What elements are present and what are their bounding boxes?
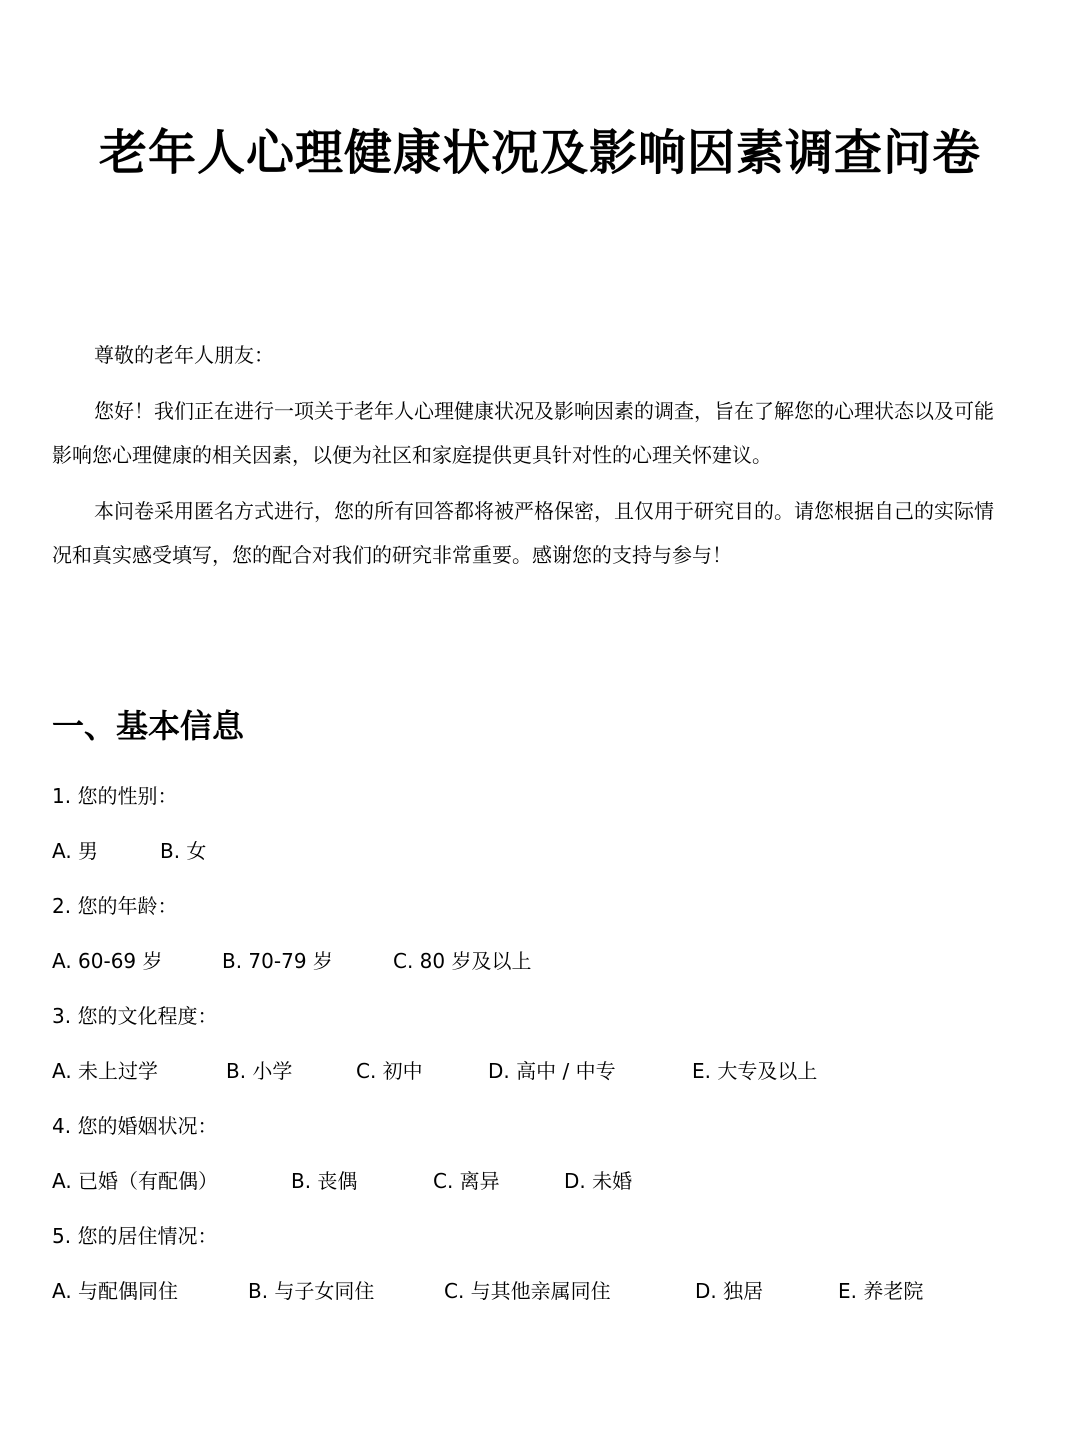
intro-paragraph-1: 您好！我们正在进行一项关于老年人心理健康状况及影响因素的调查，旨在了解您的心理状态以及可能影响您心理健康的相关因素，以便为社区和家庭提供更具针对性的心理关怀建议。	[52, 399, 994, 467]
option-education-e[interactable]: E. 大专及以上	[692, 1059, 818, 1083]
option-living-b[interactable]: B. 与子女同住	[248, 1279, 375, 1303]
option-living-e[interactable]: E. 养老院	[838, 1279, 924, 1303]
section-heading-basic-info: 一、基本信息	[52, 707, 245, 745]
question-marital-status: 4. 您的婚姻状况：	[52, 1114, 218, 1138]
options-age	[52, 940, 1032, 995]
option-education-b[interactable]: B. 小学	[226, 1059, 293, 1083]
intro-greeting: 尊敬的老年人朋友：	[94, 343, 274, 367]
intro-paragraph-2: 本问卷采用匿名方式进行，您的所有回答都将被严格保密，且仅用于研究目的。请您根据自己的实际情况和真实感受填写，您的配合对我们的研究非常重要。感谢您的支持与参与！	[52, 499, 994, 567]
question-age: 2. 您的年龄：	[52, 894, 178, 918]
option-age-b[interactable]: B. 70-79 岁	[222, 949, 333, 973]
option-marital-d[interactable]: D. 未婚	[564, 1169, 633, 1193]
page-title: 老年人心理健康状况及影响因素调查问卷	[98, 125, 981, 181]
options-education	[52, 1050, 1032, 1105]
option-age-c[interactable]: C. 80 岁及以上	[393, 949, 532, 973]
option-education-c[interactable]: C. 初中	[356, 1059, 423, 1083]
option-living-d[interactable]: D. 独居	[695, 1279, 764, 1303]
options-living-arrangement	[52, 1270, 1032, 1325]
option-living-c[interactable]: C. 与其他亲属同住	[444, 1279, 611, 1303]
option-education-d[interactable]: D. 高中 / 中专	[488, 1059, 616, 1083]
option-education-a[interactable]: A. 未上过学	[52, 1059, 159, 1083]
option-living-a[interactable]: A. 与配偶同住	[52, 1279, 179, 1303]
option-age-a[interactable]: A. 60-69 岁	[52, 949, 163, 973]
question-living-arrangement: 5. 您的居住情况：	[52, 1224, 218, 1248]
options-marital-status	[52, 1160, 1032, 1215]
option-marital-a[interactable]: A. 已婚（有配偶）	[52, 1169, 219, 1193]
option-gender-a[interactable]: A. 男	[52, 839, 99, 863]
option-gender-b[interactable]: B. 女	[160, 839, 207, 863]
question-gender: 1. 您的性别：	[52, 784, 178, 808]
options-gender	[52, 830, 1032, 885]
intro-section	[52, 333, 1012, 589]
question-list	[52, 775, 1032, 1325]
option-marital-b[interactable]: B. 丧偶	[291, 1169, 358, 1193]
question-education: 3. 您的文化程度：	[52, 1004, 218, 1028]
option-marital-c[interactable]: C. 离异	[433, 1169, 500, 1193]
